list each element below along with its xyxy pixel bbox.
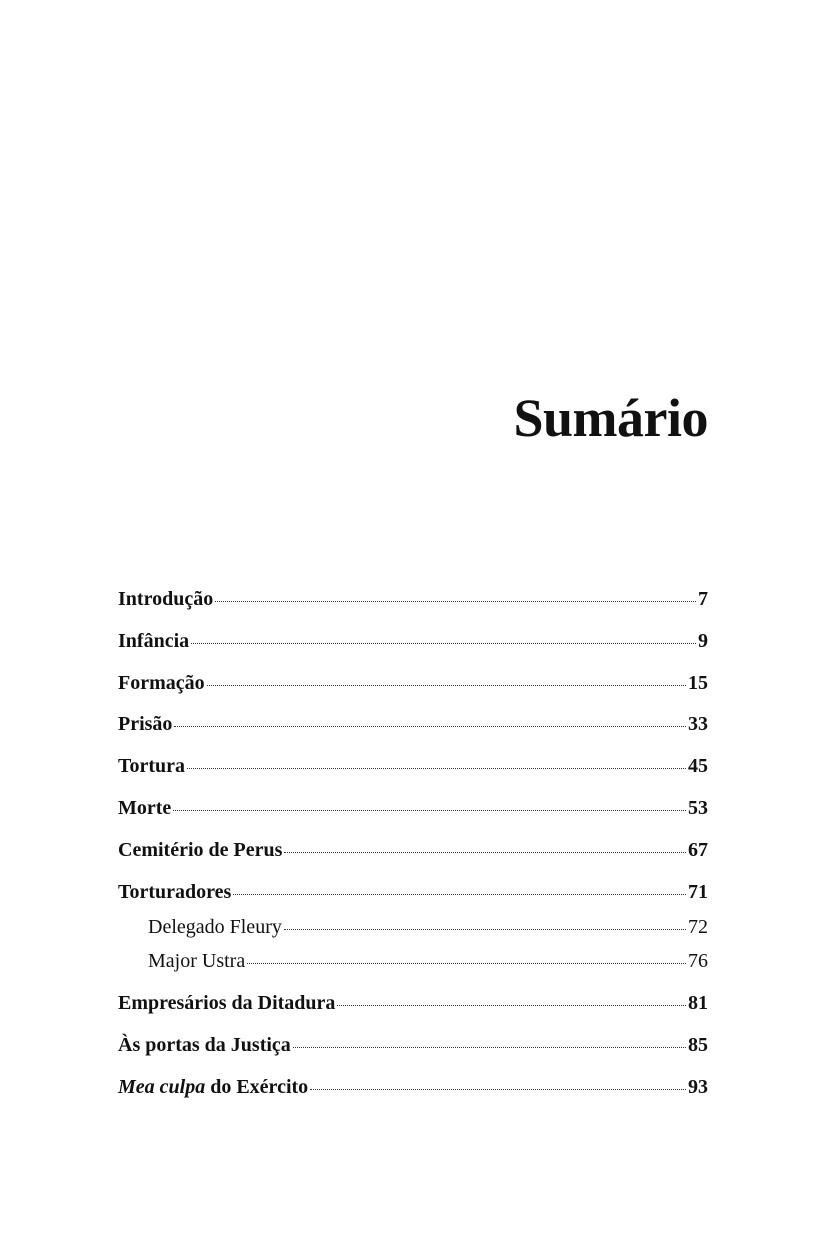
dot-leader — [293, 1046, 686, 1048]
dot-leader — [337, 1004, 686, 1006]
dot-leader — [284, 928, 686, 930]
toc-subentry-major-ustra[interactable] — [118, 950, 708, 978]
dot-leader — [247, 962, 686, 964]
toc-page-number: 53 — [688, 797, 708, 819]
toc-page-number: 71 — [688, 881, 708, 903]
toc-entry-mea-culpa-do-exercito[interactable] — [118, 1076, 708, 1104]
toc-entry-formacao[interactable] — [118, 672, 708, 700]
toc-entry-title-italic: Mea culpa — [118, 1076, 206, 1098]
toc-page-number: 45 — [688, 755, 708, 777]
dot-leader — [215, 600, 696, 602]
dot-leader — [187, 767, 686, 769]
dot-leader — [174, 725, 686, 727]
toc-entry-infancia[interactable] — [118, 630, 708, 658]
toc-entry-title: Às portas da Justiça — [118, 1034, 291, 1056]
toc-entry-cemiterio-de-perus[interactable] — [118, 839, 708, 867]
dot-leader — [207, 684, 686, 686]
toc-entry-title: Introdução — [118, 588, 214, 610]
dot-leader — [233, 893, 686, 895]
toc-page-number: 15 — [688, 672, 708, 694]
toc-page-number: 93 — [688, 1076, 708, 1098]
toc-entry-title: Delegado Fleury — [148, 916, 282, 938]
toc-entry-title: Empresários da Ditadura — [118, 992, 336, 1014]
toc-entry-title-rest: do Exército — [205, 1076, 309, 1098]
toc-entry-title: Cemitério de Perus — [118, 839, 283, 861]
toc-entry-tortura[interactable] — [118, 755, 708, 783]
toc-page-number: 33 — [688, 713, 708, 735]
toc-entry-torturadores[interactable] — [118, 881, 708, 909]
dot-leader — [284, 851, 686, 853]
toc-entry-title: Tortura — [118, 755, 186, 777]
toc-entry-title: Formação — [118, 672, 205, 694]
toc-page-number: 85 — [688, 1034, 708, 1056]
toc-page-number: 67 — [688, 839, 708, 861]
toc-entry-as-portas-da-justica[interactable] — [118, 1034, 708, 1062]
toc-entry-title: Prisão — [118, 713, 173, 735]
toc-entry-introducao[interactable] — [118, 588, 708, 616]
toc-entry-title: Morte — [118, 797, 172, 819]
dot-leader — [173, 809, 686, 811]
toc-entry-morte[interactable] — [118, 797, 708, 825]
dot-leader — [191, 642, 696, 644]
toc-page-number: 76 — [688, 950, 708, 972]
toc-entry-prisao[interactable] — [118, 713, 708, 741]
toc-subentry-delegado-fleury[interactable] — [118, 916, 708, 944]
toc-entry-title: Major Ustra — [148, 950, 246, 972]
toc-page-number: 72 — [688, 916, 708, 938]
page-title: Sumário — [513, 388, 708, 448]
toc-entry-empresarios-da-ditadura[interactable] — [118, 992, 708, 1020]
toc-entry-title — [118, 1076, 308, 1099]
toc-entry-title: Infância — [118, 630, 190, 652]
toc-page-number: 81 — [688, 992, 708, 1014]
dot-leader — [310, 1088, 686, 1090]
toc-page-number: 7 — [698, 588, 708, 610]
toc-entry-title: Torturadores — [118, 881, 232, 903]
toc-page-number: 9 — [698, 630, 708, 652]
